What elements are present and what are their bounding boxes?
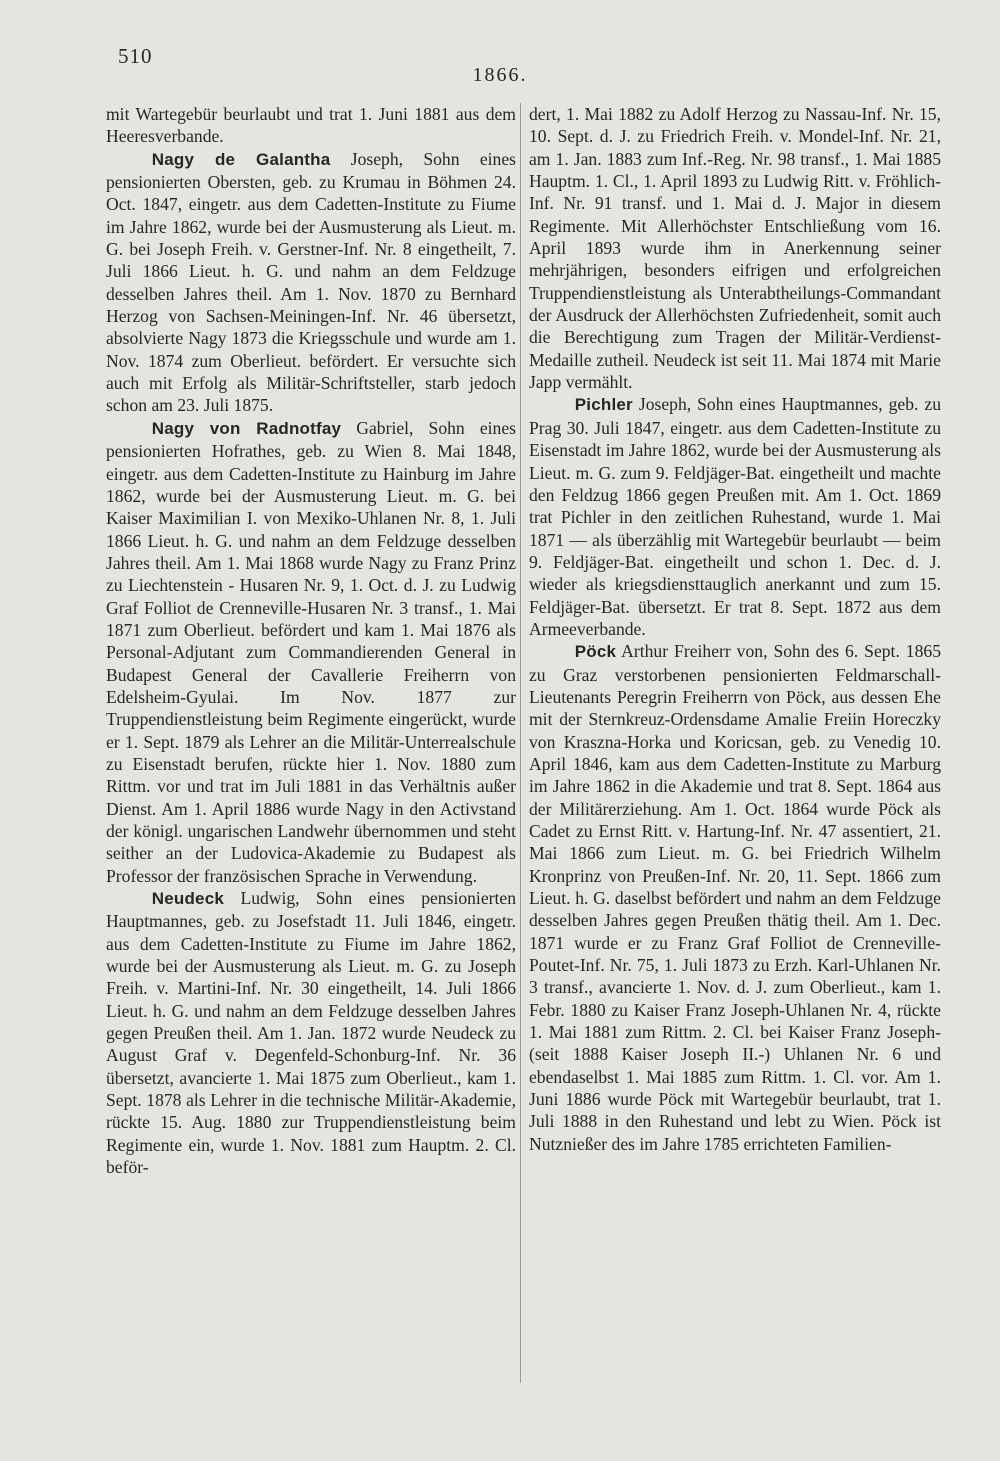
entry-name: Pöck: [574, 642, 617, 662]
entry-text: Gabriel, Sohn eines pensionierten Hofrathes, geb. zu Wien 8. Mai 1848, eingetr. aus dem Cadetten-Institute zu Hainburg im Jahre 1862, wurde bei der Ausmusterung Lieut. m. G. bei Kaiser Maximilian I. von Mexiko-Uhlanen Nr. 8, 1. Juli 1866 Lieut. h. G. und nahm an dem Feldzuge desselben Jahres theil. Am 1. Mai 1868 wurde Nagy zu Franz Prinz zu Liechtenstein - Husaren Nr. 9, 1. Oct. d. J. zu Ludwig Graf Folliot de Crenneville-Husaren Nr. 3 transf., 1. Mai 1871 zum Oberlieut. befördert und kam 1. Mai 1876 als Personal-Adjutant zum Commandierenden General in Budapest General der Cavallerie Freiherrn von Edelsheim-Gyulai. Im Nov. 1877 zur Truppendienstleistung beim Regimente eingerückt, wurde er 1. Sept. 1879 als Lehrer an die Militär-Unterrealschule zu Eisenstadt berufen, rückte hier 1. Nov. 1880 zum Rittm. vor und trat im Juli 1881 in das Verhältnis außer Dienst. Am 1. April 1886 wurde Nagy in den Activstand der königl. ungarischen Landwehr übernommen und steht seither an der Ludovica-Akademie zu Budapest als Professor der französischen Sprache in Verwendung.: [106, 417, 516, 886]
page-year-header: 1866.: [472, 64, 528, 86]
entry-name: Pichler: [574, 395, 633, 415]
entry-text: Ludwig, Sohn eines pensionierten Hauptmannes, geb. zu Josefstadt 11. Juli 1846, eingetr. aus dem Cadetten-Institute zu Fiume im Jahre 1862, wurde bei der Ausmusterung als Lieut. m. G. zu Joseph Freih. v. Martini-Inf. Nr. 30 eingetheilt, 14. Juli 1866 Lieut. h. G. und nahm an dem Feldzuge desselben Jahres gegen Preußen theil. Am 1. Jan. 1872 wurde Neudeck zu August Graf v. Degenfeld-Schonburg-Inf. Nr. 36 übersetzt, avancierte 1. Mai 1875 zum Oberlieut., kam 1. Sept. 1878 als Lehrer in die technische Militär-Akademie, rückte 15. Aug. 1880 zur Truppendienstleistung beim Regimente ein, wurde 1. Nov. 1881 zum Hauptm. 2. Cl. beför-: [106, 888, 516, 1178]
entry-name: Nagy von Radnotfay: [151, 418, 342, 438]
column-divider: [520, 103, 521, 1383]
continuation-paragraph: [106, 103, 516, 148]
entry-nagy-von-radnotfay: [106, 417, 516, 887]
left-column: [106, 103, 516, 1393]
entry-neudeck: [106, 887, 516, 1178]
right-column: [529, 103, 941, 1393]
entry-name: Neudeck: [151, 889, 225, 909]
entry-text: Joseph, Sohn eines pensionierten Obersten, geb. zu Krumau in Böhmen 24. Oct. 1847, eingetr. aus dem Cadetten-Institute zu Fiume im Jahre 1862, wurde bei der Ausmusterung als Lieut. m. G. bei Joseph Freih. v. Gerstner-Inf. Nr. 8 eingetheilt, 7. Juli 1866 Lieut. h. G. und nahm an dem Feldzuge desselben Jahres theil. Am 1. Nov. 1870 zu Bernhard Herzog von Sachsen-Meiningen-Inf. Nr. 46 übersetzt, absolvierte Nagy 1873 die Kriegsschule und wurde am 1. Nov. 1874 zum Oberlieut. befördert. Er versuchte sich auch mit Erfolg als Militär-Schriftsteller, starb jedoch schon am 23. Juli 1875.: [106, 148, 516, 416]
entry-name: Nagy de Galantha: [151, 149, 331, 169]
entry-text: Arthur Freiherr von, Sohn des 6. Sept. 1865 zu Graz verstorbenen pensionierten Feldmarschall-Lieutenants Peregrin Freiherrn von Pöck, aus dessen Ehe mit der Sternkreuz-Ordensdame Amalie Freiin Horeczky von Kraszna-Horka und Koricsan, geb. zu Venedig 10. April 1846, kam aus dem Cadetten-Institute zu Marburg im Jahre 1862 in die Akademie und trat 8. Sept. 1864 aus der Militärerziehung. Am 1. Oct. 1864 wurde Pöck als Cadet zu Ernst Ritt. v. Hartung-Inf. Nr. 47 assentiert, 21. Mai 1866 zum Lieut. m. G. bei Friedrich Wilhelm Kronprinz von Preußen-Inf. Nr. 20, 11. Sept. 1866 zum Lieut. h. G. daselbst befördert und nahm an dem Feldzuge desselben Jahres gegen Preußen thätig theil. Am 1. Dec. 1871 wurde er zu Franz Graf Folliot de Crenneville-Poutet-Inf. Nr. 75, 1. Juli 1873 zu Erzh. Karl-Uhlanen Nr. 3 transf., avancierte 1. Nov. d. J. zum Oberlieut., kam 1. Febr. 1880 zu Kaiser Franz Joseph-Uhlanen Nr. 4, rückte 1. Mai 1881 zum Rittm. 2. Cl. bei Kaiser Franz Joseph- (seit 1888 Kaiser Joseph II.-) Uhlanen Nr. 6 und ebendaselbst 1. Mai 1885 zum Rittm. 1. Cl. vor. Am 1. Juni 1886 wurde Pöck mit Wartegebür beurlaubt, trat 1. Juli 1888 in den Ruhestand und lebt zu Wien. Pöck ist Nutznießer des im Jahre 1785 errichteten Familien-: [529, 641, 941, 1154]
paragraph-text: mit Wartegebür beurlaubt und trat 1. Juni 1881 aus dem Heeresverbande.: [106, 104, 516, 147]
page-number: 510: [118, 44, 153, 68]
entry-nagy-de-galantha: [106, 148, 516, 417]
entry-text: Joseph, Sohn eines Hauptmannes, geb. zu Prag 30. Juli 1847, eingetr. aus dem Cadetten-Institute zu Eisenstadt im Jahre 1862, wurde bei der Ausmusterung als Lieut. m. G. zum 9. Feldjäger-Bat. eingetheilt und machte den Feldzug 1866 gegen Preußen mit. Am 1. Oct. 1869 trat Pichler in den zeitlichen Ruhestand, wurde 1. Mai 1871 — als überzählig mit Wartegebür beurlaubt — beim 9. Feldjäger-Bat. eingetheilt und schon 1. Dec. d. J. wieder als kriegsdiensttauglich anerkannt und zum 15. Feldjäger-Bat. übersetzt. Er trat 8. Sept. 1872 aus dem Armeeverbande.: [529, 394, 941, 639]
paragraph-text: dert, 1. Mai 1882 zu Adolf Herzog zu Nassau-Inf. Nr. 15, 10. Sept. d. J. zu Friedrich Freih. v. Mondel-Inf. Nr. 21, am 1. Jan. 1883 zum Inf.-Reg. Nr. 98 transf., 1. Mai 1885 Hauptm. 1. Cl., 1. April 1893 zu Ludwig Ritt. v. Fröhlich-Inf. Nr. 91 transf. und 1. Mai d. J. Major in diesem Regimente. Mit Allerhöchster Entschließung vom 16. April 1893 wurde ihm in Anerkennung seiner mehrjährigen, besonders eifrigen und erfolgreichen Truppendienstleistung als Unterabtheilungs-Commandant der Ausdruck der Allerhöchsten Zufriedenheit, somit auch die Berechtigung zum Tragen der Militär-Verdienst-Medaille zutheil. Neudeck ist seit 11. Mai 1874 mit Marie Japp vermählt.: [529, 104, 941, 393]
entry-pichler: [529, 393, 941, 640]
entry-poeck: [529, 640, 941, 1155]
continuation-paragraph: [529, 103, 941, 393]
